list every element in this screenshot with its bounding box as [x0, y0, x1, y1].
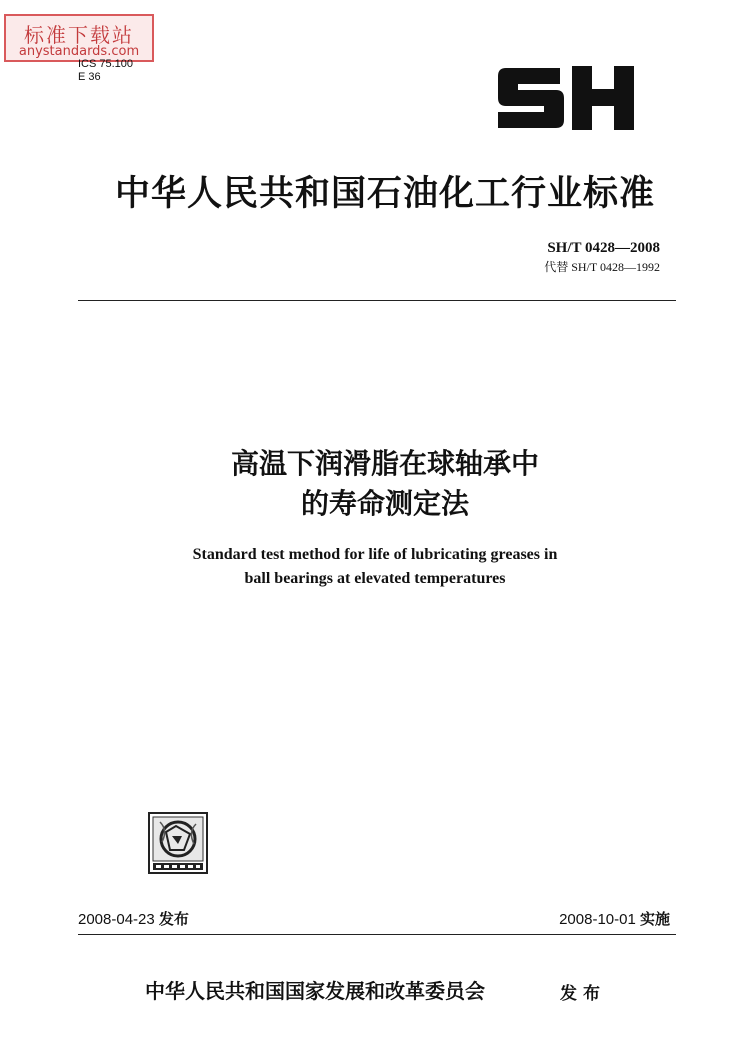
sh-logo — [494, 62, 640, 134]
implementation-date-value: 2008-10-01 — [559, 911, 636, 928]
title-cn-line1: 高温下润滑脂在球轴承中 — [230, 447, 539, 480]
ccs-code: E 36 — [78, 71, 101, 83]
issue-date — [78, 908, 189, 929]
title-en-line1: Standard test method for life of lubricating greases in — [192, 546, 558, 563]
classification-codes — [78, 58, 133, 84]
title-en-line2: ball bearings at elevated temperatures — [244, 570, 506, 587]
issue-date-label: 发布 — [158, 910, 189, 928]
standard-number-block — [544, 240, 660, 275]
industry-standard-title: 中华人民共和国石油化工行业标准 — [114, 174, 655, 214]
footer-divider — [78, 934, 676, 935]
publish-label: 发布 — [560, 984, 606, 1004]
title-cn-line2: 的寿命测定法 — [300, 487, 469, 520]
publisher-emblem-icon — [148, 812, 208, 874]
implementation-date — [559, 908, 670, 929]
standard-code: SH/T 0428—2008 — [547, 240, 660, 256]
watermark-stamp — [4, 14, 154, 62]
implementation-date-label: 实施 — [639, 910, 670, 928]
publisher-name: 中华人民共和国国家发展和改革委员会 — [145, 979, 485, 1003]
issue-date-value: 2008-04-23 — [78, 911, 155, 928]
header-divider — [78, 300, 676, 301]
document-title-chinese — [0, 444, 750, 524]
ics-code: ICS 75.100 — [78, 58, 134, 70]
watermark-line2: anystandards.com — [18, 44, 140, 59]
watermark-line1: 标准下载站 — [24, 23, 134, 47]
document-title-english — [0, 543, 750, 591]
replaces-standard: 代替 SH/T 0428—1992 — [544, 260, 660, 274]
